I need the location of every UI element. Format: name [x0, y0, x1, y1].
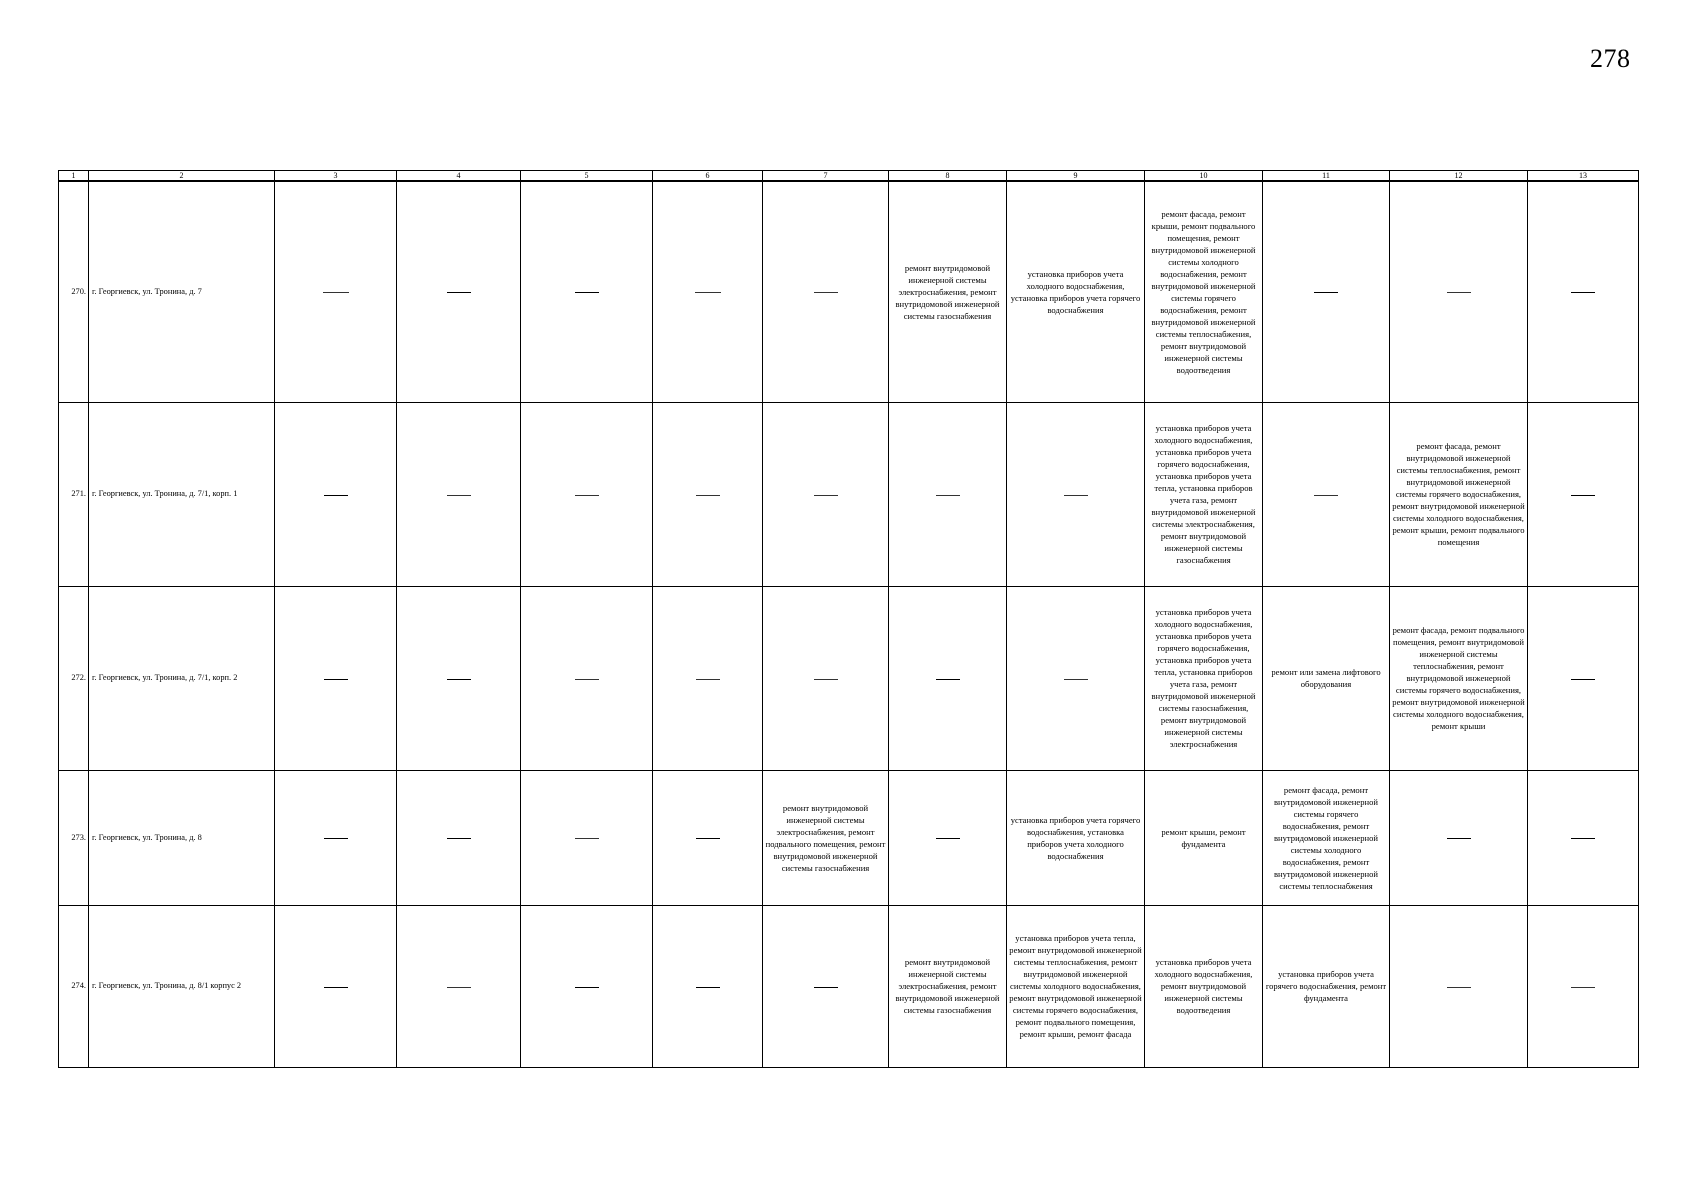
empty-cell	[521, 770, 653, 905]
work-cell: установка приборов учета холодного водоснабжения, установка приборов учета горячего водоснабжения, установка приборов учета тепла, установка приборов учета газа, ремонт внутридомовой инженерной системы газоснабжения, ремонт внутридомовой инженерной системы электроснабжения	[1145, 586, 1263, 770]
work-cell: ремонт внутридомовой инженерной системы электроснабжения, ремонт внутридомовой инженерной системы газоснабжения	[889, 905, 1007, 1067]
empty-cell	[1007, 402, 1145, 586]
dash-mark	[1571, 495, 1595, 496]
work-cell: ремонт или замена лифтового оборудования	[1263, 586, 1390, 770]
row-address: г. Георгиевск, ул. Тронина, д. 7	[89, 181, 275, 402]
works-table	[58, 170, 1639, 1068]
empty-cell	[1263, 402, 1390, 586]
empty-cell	[889, 770, 1007, 905]
dash-mark	[1447, 838, 1471, 839]
empty-cell	[521, 181, 653, 402]
dash-mark	[696, 838, 720, 839]
empty-cell	[763, 905, 889, 1067]
empty-cell	[397, 905, 521, 1067]
row-address: г. Георгиевск, ул. Тронина, д. 7/1, корп. 1	[89, 402, 275, 586]
column-header: 3	[275, 171, 397, 182]
work-cell: ремонт фасада, ремонт внутридомовой инженерной системы теплоснабжения, ремонт внутридомовой инженерной системы горячего водоснабжения, ремонт внутридомовой инженерной системы холодного водоснабжения, ремонт крыши, ремонт подвального помещения	[1390, 402, 1528, 586]
empty-cell	[763, 181, 889, 402]
empty-cell	[653, 181, 763, 402]
dash-mark	[447, 679, 471, 680]
dash-mark	[695, 292, 721, 293]
dash-mark	[1447, 987, 1471, 988]
row-number: 273.	[59, 770, 89, 905]
dash-mark	[447, 987, 471, 988]
empty-cell	[653, 770, 763, 905]
row-number: 270.	[59, 181, 89, 402]
dash-mark	[936, 838, 960, 839]
column-header: 4	[397, 171, 521, 182]
column-header: 7	[763, 171, 889, 182]
dash-mark	[936, 679, 960, 680]
empty-cell	[397, 402, 521, 586]
dash-mark	[1064, 679, 1088, 680]
column-header: 11	[1263, 171, 1390, 182]
row-address: г. Георгиевск, ул. Тронина, д. 7/1, корп. 2	[89, 586, 275, 770]
dash-mark	[447, 495, 471, 496]
table-row	[59, 770, 1639, 905]
empty-cell	[397, 181, 521, 402]
table-row	[59, 586, 1639, 770]
column-numbers-row	[59, 171, 1639, 182]
dash-mark	[1314, 292, 1338, 293]
empty-cell	[275, 905, 397, 1067]
work-cell: установка приборов учета тепла, ремонт внутридомовой инженерной системы теплоснабжения, ремонт внутридомовой инженерной системы холодного водоснабжения, ремонт внутридомовой инженерной системы горячего водоснабжения, ремонт подвального помещения, ремонт крыши, ремонт фасада	[1007, 905, 1145, 1067]
empty-cell	[1263, 181, 1390, 402]
dash-mark	[696, 679, 720, 680]
empty-cell	[275, 181, 397, 402]
column-header: 2	[89, 171, 275, 182]
work-cell: ремонт внутридомовой инженерной системы электроснабжения, ремонт внутридомовой инженерной системы газоснабжения	[889, 181, 1007, 402]
empty-cell	[397, 586, 521, 770]
dash-mark	[575, 292, 599, 293]
dash-mark	[447, 838, 471, 839]
empty-cell	[1390, 905, 1528, 1067]
row-number: 272.	[59, 586, 89, 770]
empty-cell	[653, 402, 763, 586]
table-row	[59, 905, 1639, 1067]
dash-mark	[936, 495, 960, 496]
dash-mark	[1571, 987, 1595, 988]
work-cell: установка приборов учета холодного водоснабжения, установка приборов учета горячего водоснабжения, установка приборов учета тепла, установка приборов учета газа, ремонт внутридомовой инженерной системы электроснабжения, ремонт внутридомовой инженерной системы газоснабжения	[1145, 402, 1263, 586]
page-number: 278	[1590, 44, 1631, 73]
empty-cell	[521, 402, 653, 586]
empty-cell	[275, 770, 397, 905]
dash-mark	[324, 495, 348, 496]
work-cell: ремонт внутридомовой инженерной системы электроснабжения, ремонт подвального помещения, ремонт внутридомовой инженерной системы газоснабжения	[763, 770, 889, 905]
dash-mark	[1314, 495, 1338, 496]
dash-mark	[575, 679, 599, 680]
empty-cell	[521, 586, 653, 770]
empty-cell	[1007, 586, 1145, 770]
work-cell: установка приборов учета холодного водоснабжения, ремонт внутридомовой инженерной системы водоотведения	[1145, 905, 1263, 1067]
dash-mark	[323, 292, 349, 293]
empty-cell	[763, 586, 889, 770]
work-cell: установка приборов учета горячего водоснабжения, установка приборов учета холодного водоснабжения	[1007, 770, 1145, 905]
works-table-container	[58, 170, 1639, 1068]
empty-cell	[1528, 770, 1639, 905]
dash-mark	[814, 292, 838, 293]
table-row	[59, 181, 1639, 402]
row-number: 274.	[59, 905, 89, 1067]
dash-mark	[696, 987, 720, 988]
column-header: 5	[521, 171, 653, 182]
empty-cell	[1528, 905, 1639, 1067]
empty-cell	[275, 402, 397, 586]
empty-cell	[1390, 770, 1528, 905]
empty-cell	[1528, 181, 1639, 402]
column-header: 13	[1528, 171, 1639, 182]
dash-mark	[575, 495, 599, 496]
empty-cell	[397, 770, 521, 905]
dash-mark	[814, 679, 838, 680]
work-cell: ремонт крыши, ремонт фундамента	[1145, 770, 1263, 905]
dash-mark	[814, 987, 838, 988]
work-cell: ремонт фасада, ремонт внутридомовой инженерной системы горячего водоснабжения, ремонт внутридомовой инженерной системы холодного водоснабжения, ремонт внутридомовой инженерной системы теплоснабжения	[1263, 770, 1390, 905]
empty-cell	[889, 586, 1007, 770]
column-header: 8	[889, 171, 1007, 182]
dash-mark	[447, 292, 471, 293]
dash-mark	[1571, 679, 1595, 680]
dash-mark	[575, 987, 599, 988]
dash-mark	[696, 495, 720, 496]
table-row	[59, 402, 1639, 586]
dash-mark	[324, 679, 348, 680]
dash-mark	[1571, 292, 1595, 293]
work-cell: установка приборов учета холодного водоснабжения, установка приборов учета горячего водоснабжения	[1007, 181, 1145, 402]
work-cell: ремонт фасада, ремонт крыши, ремонт подвального помещения, ремонт внутридомовой инженерной системы холодного водоснабжения, ремонт внутридомовой инженерной системы горячего водоснабжения, ремонт внутридомовой инженерной системы теплоснабжения, ремонт внутридомовой инженерной системы водоотведения	[1145, 181, 1263, 402]
empty-cell	[889, 402, 1007, 586]
column-header: 1	[59, 171, 89, 182]
work-cell: установка приборов учета горячего водоснабжения, ремонт фундамента	[1263, 905, 1390, 1067]
empty-cell	[653, 586, 763, 770]
row-address: г. Георгиевск, ул. Тронина, д. 8	[89, 770, 275, 905]
empty-cell	[521, 905, 653, 1067]
empty-cell	[1390, 181, 1528, 402]
row-address: г. Георгиевск, ул. Тронина, д. 8/1 корпус 2	[89, 905, 275, 1067]
row-number: 271.	[59, 402, 89, 586]
work-cell: ремонт фасада, ремонт подвального помещения, ремонт внутридомовой инженерной системы теплоснабжения, ремонт внутридомовой инженерной системы горячего водоснабжения, ремонт внутридомовой инженерной системы холодного водоснабжения, ремонт крыши	[1390, 586, 1528, 770]
empty-cell	[763, 402, 889, 586]
dash-mark	[324, 838, 348, 839]
dash-mark	[814, 495, 838, 496]
empty-cell	[275, 586, 397, 770]
column-header: 10	[1145, 171, 1263, 182]
column-header: 12	[1390, 171, 1528, 182]
dash-mark	[1571, 838, 1595, 839]
empty-cell	[1528, 586, 1639, 770]
column-header: 6	[653, 171, 763, 182]
empty-cell	[1528, 402, 1639, 586]
dash-mark	[324, 987, 348, 988]
dash-mark	[575, 838, 599, 839]
dash-mark	[1064, 495, 1088, 496]
empty-cell	[653, 905, 763, 1067]
column-header: 9	[1007, 171, 1145, 182]
dash-mark	[1447, 292, 1471, 293]
